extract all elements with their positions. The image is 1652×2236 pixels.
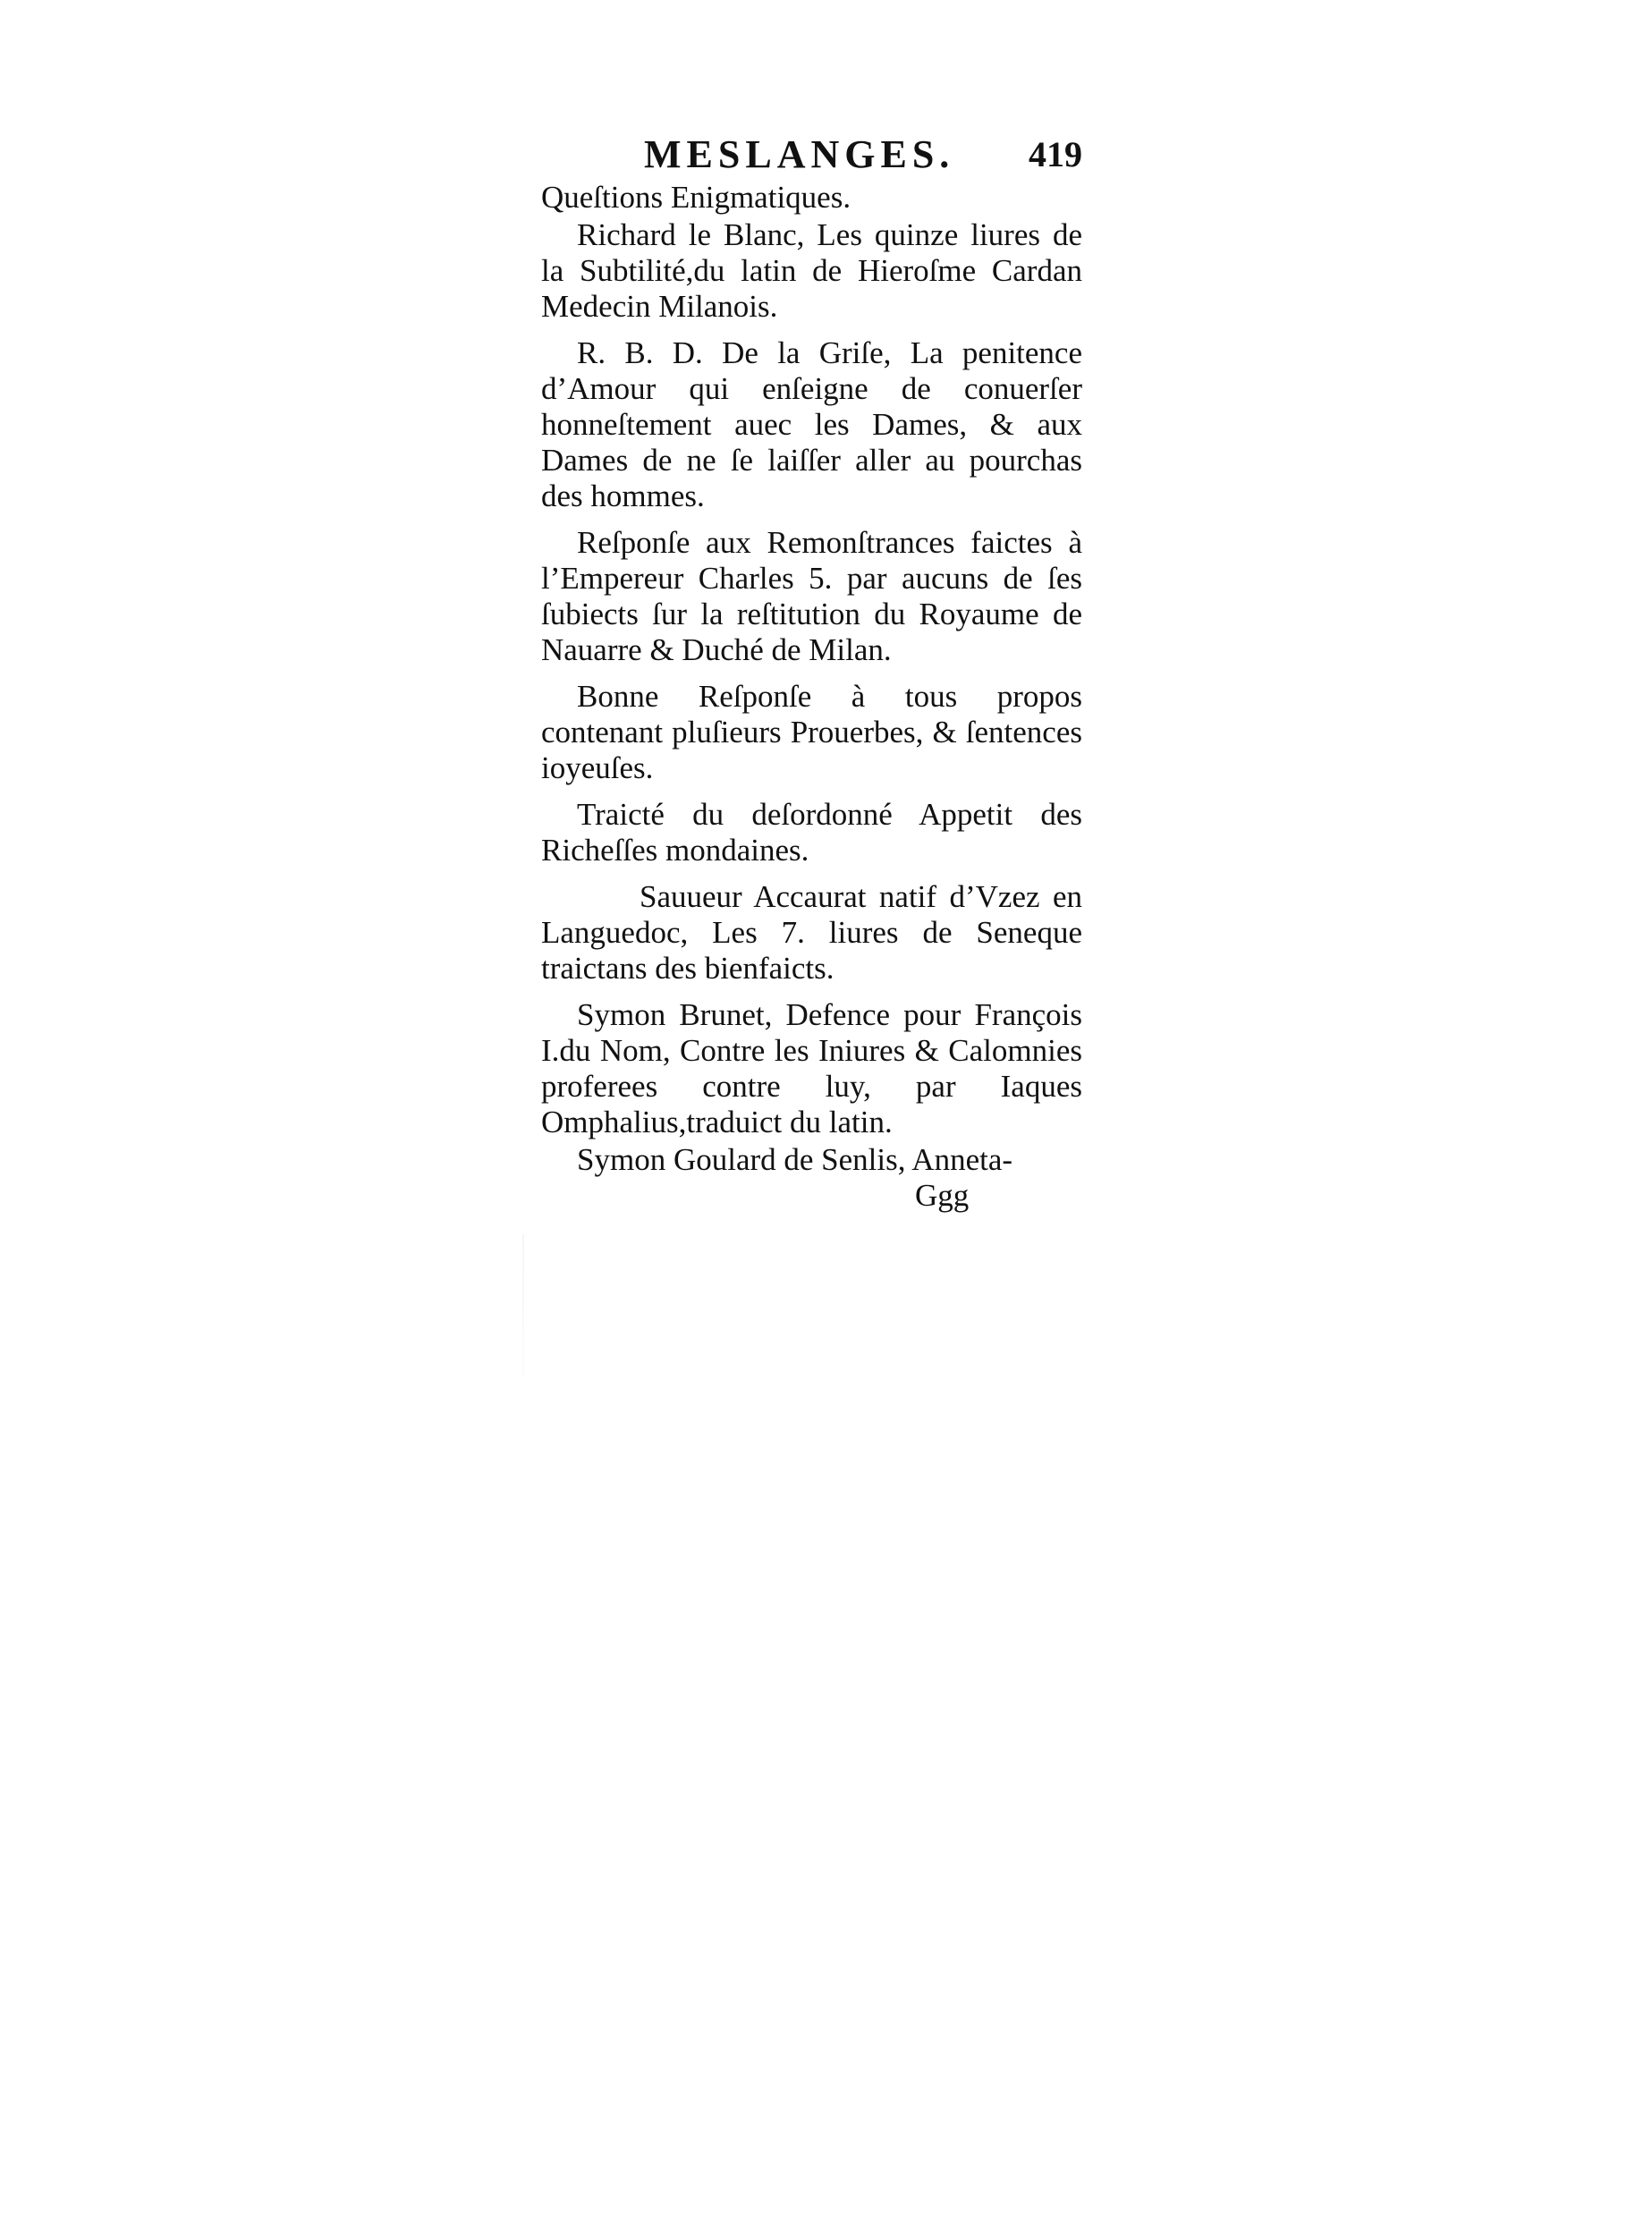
text-block: [541, 130, 1082, 1214]
entry-richard-le-blanc: Richard le Blanc, Les quinze liures de la Subtilité,du latin de Hieroſme Cardan Medecin Milanois.: [541, 217, 1082, 324]
running-head: [541, 130, 1082, 180]
scan-artifact-line: [522, 1234, 524, 1377]
entry-symon-goulard: Symon Goulard de Senlis, Anneta-: [577, 1142, 1013, 1177]
entry-sauueur-accaurat: Sauueur Accaurat natif d’Vzez en Languedoc, Les 7. liures de Seneque traictans des bienfaicts.: [541, 879, 1082, 986]
entry-bonne-responce: Bonne Reſponſe à tous propos contenant pluſieurs Prouerbes, & ſentences ioyeuſes.: [541, 679, 1082, 785]
catchword: Ggg: [915, 1178, 970, 1213]
page-number: 419: [1029, 134, 1082, 174]
entry-rbd-de-la-grise: R. B. D. De la Griſe, La penitence d’Amour qui enſeigne de conuerſer honneſtement auec les Dames, & aux Dames de ne ſe laiſſer aller au pourchas des hommes.: [541, 335, 1082, 513]
running-title: MESLANGES.: [644, 132, 955, 176]
entry-responce-remonstrances: Reſponſe aux Remonſtrances faictes à l’Empereur Charles 5. par aucuns de ſes ſubiects ſur la reſtitution du Royaume de Nauarre & Duché de Milan.: [541, 525, 1082, 667]
catchword-row: [541, 1178, 1082, 1214]
entry-traicte-appetit: Traicté du deſordonné Appetit des Richeſſes mondaines.: [541, 797, 1082, 868]
entry-heading: Queſtions Enigmatiques.: [541, 180, 851, 215]
entry-symon-brunet: Symon Brunet, Defence pour François I.du Nom, Contre les Iniures & Calomnies proferees contre luy, par Iaques Omphalius,traduict du latin.: [541, 997, 1082, 1139]
